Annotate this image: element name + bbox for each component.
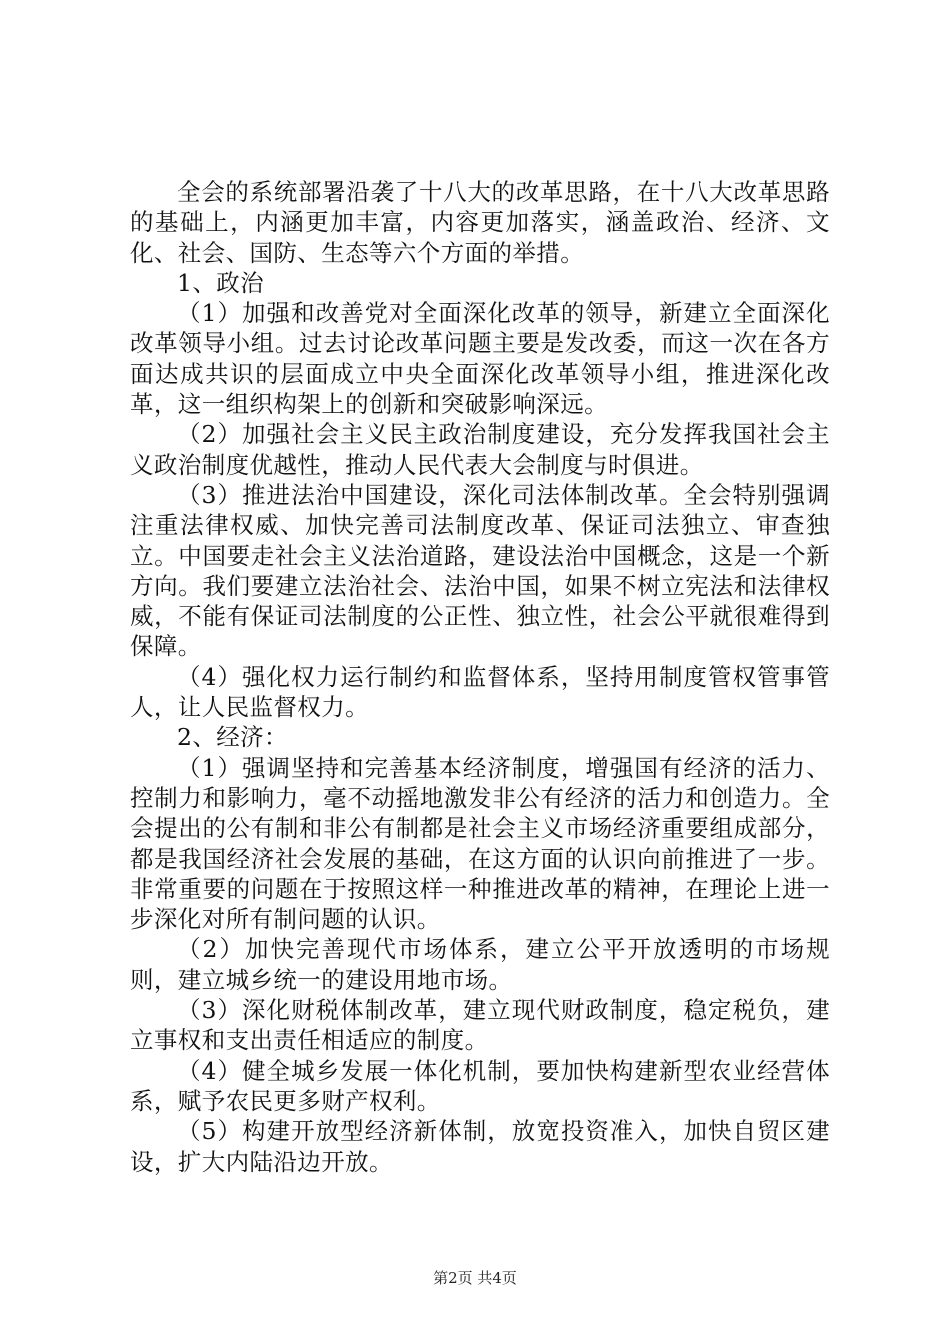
- paragraph-economy-1: （1）强调坚持和完善基本经济制度，增强国有经济的活力、控制力和影响力，毫不动摇地激发非公有经济的活力和创造力。全会提出的公有制和非公有制都是社会主义市场经济重要组成部分，都是我国经济社会发展的基础，在这方面的认识向前推进了一步。非常重要的问题在于按照这样一种推进改革的精神，在理论上进一步深化对所有制问题的认识。: [130, 753, 830, 934]
- section-heading-economy: 2、经济：: [177, 723, 288, 752]
- paragraph-economy-4: （4）健全城乡发展一体化机制，要加快构建新型农业经营体系，赋予农民更多财产权利。: [130, 1056, 830, 1115]
- paragraph-intro: 全会的系统部署沿袭了十八大的改革思路，在十八大改革思路的基础上，内涵更加丰富，内容更加落实，涵盖政治、经济、文化、社会、国防、生态等六个方面的举措。: [130, 178, 830, 267]
- paragraph-economy-3: （3）深化财税体制改革，建立现代财政制度，稳定税负，建立事权和支出责任相适应的制度。: [130, 996, 830, 1055]
- paragraph-economy-2: （2）加快完善现代市场体系，建立公平开放透明的市场规则，建立城乡统一的建设用地市场。: [130, 935, 830, 994]
- paragraph-politics-3: （3）推进法治中国建设，深化司法体制改革。全会特别强调注重法律权威、加快完善司法制度改革、保证司法独立、审查独立。中国要走社会主义法治道路，建设法治中国概念，这是一个新方向。我们要建立法治社会、法治中国，如果不树立宪法和法律权威，不能有保证司法制度的公正性、独立性，社会公平就很难得到保障。: [130, 480, 830, 661]
- paragraph-politics-1: （1）加强和改善党对全面深化改革的领导，新建立全面深化改革领导小组。过去讨论改革问题主要是发改委，而这一次在各方面达成共识的层面成立中央全面深化改革领导小组，推进深化改革，这一组织构架上的创新和突破影响深远。: [130, 299, 830, 419]
- paragraph-politics-4: （4）强化权力运行制约和监督体系，坚持用制度管权管事管人，让人民监督权力。: [130, 662, 830, 722]
- section-heading-politics: 1、政治: [177, 268, 265, 297]
- paragraph-economy-5: （5）构建开放型经济新体制，放宽投资准入，加快自贸区建设，扩大内陆沿边开放。: [130, 1117, 830, 1176]
- document-body: [130, 177, 830, 1177]
- paragraph-politics-2: （2）加强社会主义民主政治制度建设，充分发挥我国社会主义政治制度优越性，推动人民代表大会制度与时俱进。: [130, 420, 830, 479]
- page-number-footer: 第2页 共4页: [433, 1269, 517, 1287]
